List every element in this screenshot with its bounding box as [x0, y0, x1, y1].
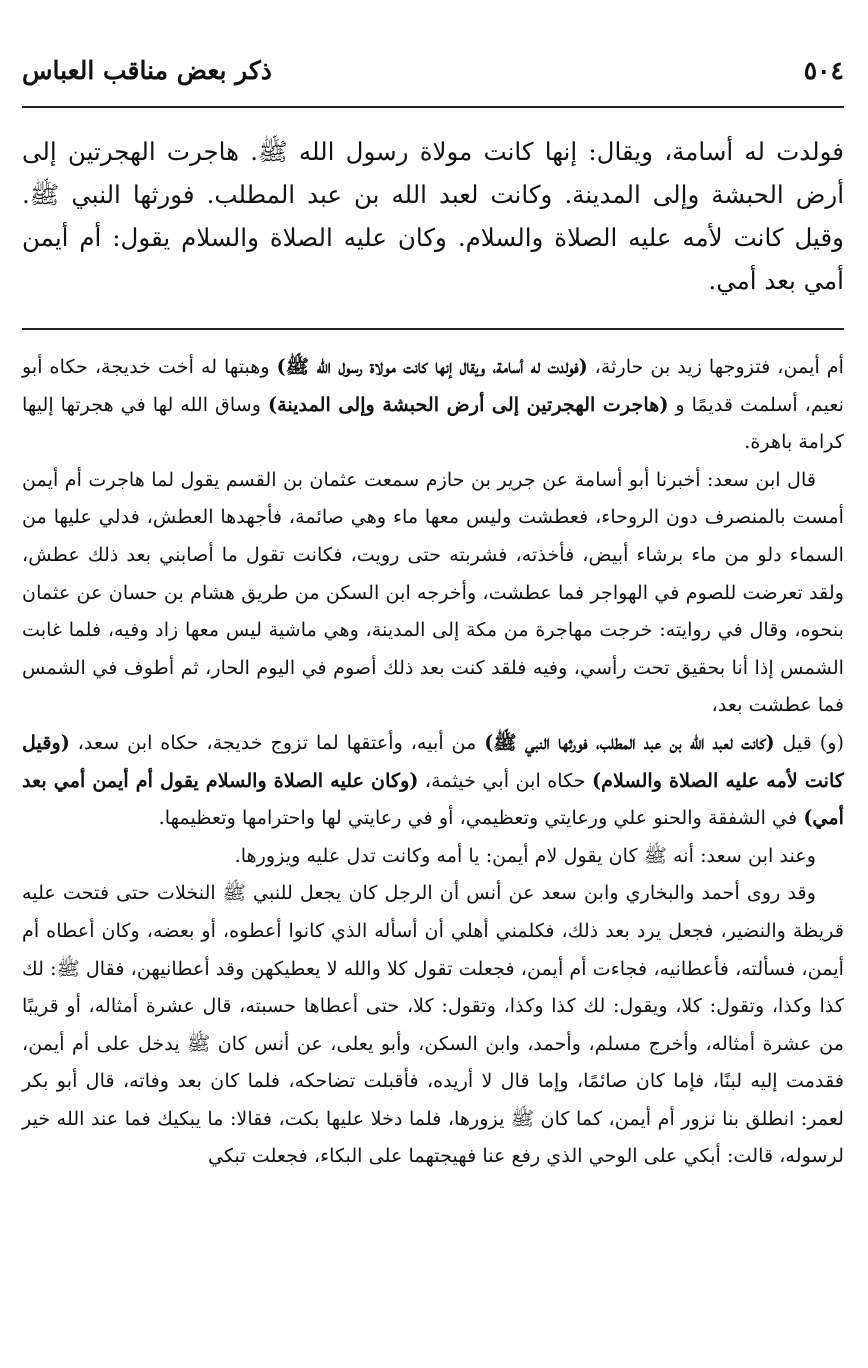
- page-header: [22, 50, 844, 90]
- p1-text-c: وهبتها له أخت خديجة، حكاه أبو نعيم، أسلمت قديمًا و: [22, 355, 845, 416]
- p3-text-c: من أبيه، وأعتقها لما تزوج خديجة، حكاه ابن سعد،: [69, 730, 485, 754]
- p3-text-e: حكاه ابن أبي خيثمة،: [418, 768, 593, 792]
- commentary-paragraph-5: وقد روى أحمد والبخاري وابن سعد عن أنس أن الرجل كان يجعل للنبي ﷺ النخلات حتى فتحت عليه قريظة والنضير، فجعل يرد بعد ذلك، فكلمني أهلي أن أسأله الذي كانوا أعطوه، أو بعضه، وكان أعطاه أم أيمن، فسألته، فأعطانيه، فجاءت أم أيمن، فجعلت تقول كلا والله لا يعطيكهن وقد أعطانيهن، فقال ﷺ: لك كذا وكذا، وتقول: كلا، ويقول: لك كذا وكذا، وتقول: كلا، حتى أعطاها حسبته، قال عشرة أمثاله، أو قريبًا من عشرة أمثاله، وأخرج مسلم، وأحمد، وابن السكن، وأبو يعلى، عن أنس كان ﷺ يدخل على أم أيمن، فقدمت إليه لبنًا، فإما كان صائمًا، وإما قال لا أريده، فأقبلت تضاحكه، فلما كان بعد وفاته، قال أبو بكر لعمر: انطلق بنا نزور أم أيمن، كما كان ﷺ يزورها، فلما دخلا عليها بكت، فقالا: ما يبكيك فما عند الله خير لرسوله، قالت: أبكي على الوحي الذي رفع عنا فهيجتهما على البكاء، فجعلت تبكي: [22, 881, 844, 1168]
- commentary-paragraph-2: قال ابن سعد: أخبرنا أبو أسامة عن جرير بن حازم سمعت عثمان بن القسم يقول لما هاجرت أم أيمن أمست بالمنصرف دون الروحاء، فعطشت وليس معها ماء وهي صائمة، فأجهدها العطش، فدلي عليها من السماء دلو من ماء برشاء أبيض، فأخذته، فشربته حتى رويت، فكانت تقول ما أصابني بعد ذلك عطش، ولقد تعرضت للصوم في الهواجر فما عطشت، وأخرجه ابن السكن من طريق هشام بن حسان عن عثمان بنحوه، وقال في روايته: خرجت مهاجرة من مكة إلى المدينة، وهي ماشية ليس معها زاد وفيه، فلما غابت الشمس إذا أنا بحقيق تحت رأسي، وفيه فلقد كنت بعد ذلك أصوم في اليوم الحار، ثم أطوف في الشمس فما عطشت بعد،: [22, 467, 844, 717]
- commentary-divider: [22, 328, 844, 330]
- commentary-paragraph-1: [22, 348, 844, 461]
- running-title: ذكر بعض مناقب العباس: [22, 55, 272, 85]
- main-text: [22, 130, 844, 302]
- p1-text-a: أم أيمن، فتزوجها زيد بن حارثة،: [587, 355, 844, 378]
- p3-quote-3: (وكان عليه الصلاة والسلام يقول أم أيمن أمي بعد أمي): [22, 768, 844, 830]
- p1-text-e: وساق الله لها في هجرتها إليها كرامة باهرة.: [22, 392, 844, 454]
- commentary-paragraph-3: [22, 724, 844, 837]
- main-text-body: فولدت له أسامة، ويقال: إنها كانت مولاة رسول الله ﷺ. هاجرت الهجرتين إلى أرض الحبشة وإلى المدينة. وكانت لعبد الله بن عبد المطلب. فورثها النبي ﷺ. وقيل كانت لأمه عليه الصلاة والسلام. وكان عليه الصلاة والسلام يقول: أم أيمن أمي بعد أمي.: [22, 137, 844, 295]
- p3-text-a: (و) قيل: [774, 730, 844, 754]
- header-divider: [22, 106, 844, 108]
- commentary: [22, 348, 844, 1175]
- commentary-paragraph-4: وعند ابن سعد: أنه ﷺ كان يقول لام أيمن: يا أمه وكانت تدل عليه ويزورها.: [234, 843, 816, 867]
- p1-quote-1: (فولدت له أسامة، ويقال إنها كانت مولاة رسول الله ﷺ): [276, 355, 588, 378]
- p3-quote-1: (كانت لعبد الله بن عبد المطلب، فورثها النبي ﷺ): [484, 730, 775, 754]
- page-number: ٥٠٤: [803, 55, 844, 85]
- p3-quote-2: (وقيل كانت لأمه عليه الصلاة والسلام): [22, 730, 844, 792]
- p3-text-g: في الشفقة والحنو علي ورعايتي وتعظيمي، أو في رعايتي لها واحترامها وتعظيمها.: [158, 806, 804, 830]
- p1-quote-2: (هاجرت الهجرتين إلى أرض الحبشة وإلى المدينة): [268, 392, 669, 416]
